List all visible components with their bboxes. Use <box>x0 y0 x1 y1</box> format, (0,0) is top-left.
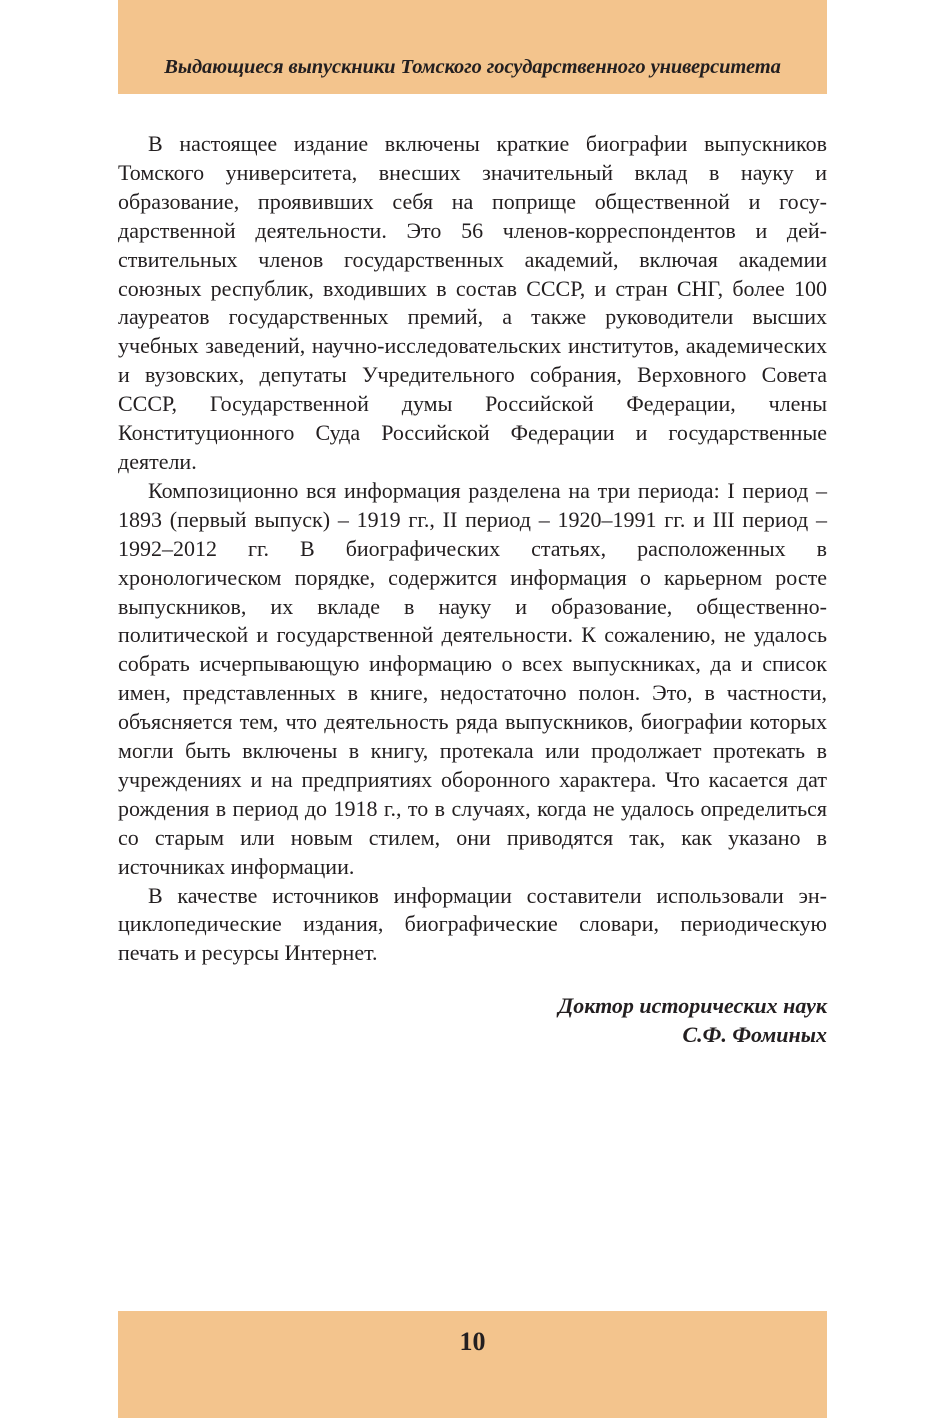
signature-degree: Доктор исторических наук <box>558 993 827 1018</box>
header-band <box>118 0 827 94</box>
paragraph-sources: В качестве источников информации составители использовали энциклопедические издания, биографические словари, периодическую печать и ресурсы Интернет. <box>118 882 827 966</box>
signature-block <box>118 991 827 1049</box>
paragraph-composition: Композиционно вся информация разделена на три периода: I период – 1893 (первый выпуск) – 1919 гг., II период – 1920–1991 гг. и III период – 1992–2012 гг. В биографических статьях, расположенных в хронологическом порядке, содержится информация о карьерном росте выпускников, их вкладе в науку и образование, общественно-политической и государственной деятельности. К сожалению, не удалось собрать исчерпывающую информацию о всех выпускниках, да и список имен, представленных в книге, недостаточно полон. Это, в частности, объясняется тем, что деятельность ряда выпускников, биографии которых могли быть включены в книгу, протекала или продолжает протекать в учреждениях и на предприятиях оборонного характера. Что касается дат рождения в период до 1918 г., то в случаях, когда не удалось определиться со старым или новым стилем, они приводятся так, как указано в источниках информации. <box>118 477 827 879</box>
running-header-title: Выдающиеся выпускники Томского государственного университета <box>164 56 781 78</box>
page-number: 10 <box>459 1327 486 1356</box>
paragraph-intro: В настоящее издание включены краткие биографии выпускников Томского университета, внесших значительный вклад в науку и образование, проявивших себя на поприще общественной и государственной деятельности. Это 56 членов-корреспондентов и действительных членов государственных академий, включая академии союзных республик, входивших в состав СССР, и стран СНГ, более 100 лауреатов государственных премий, а также руководители высших учебных заведений, научно-исследовательских институтов, академических и вузовских, депутаты Учредительного собрания, Верховного Совета СССР, Государственной думы Российской Федерации, члены Конституционного Суда Российской Федерации и государственные деятели. <box>118 131 827 474</box>
footer-band <box>118 1311 827 1418</box>
main-text <box>118 130 827 968</box>
signature-name: С.Ф. Фоминых <box>682 1022 827 1047</box>
